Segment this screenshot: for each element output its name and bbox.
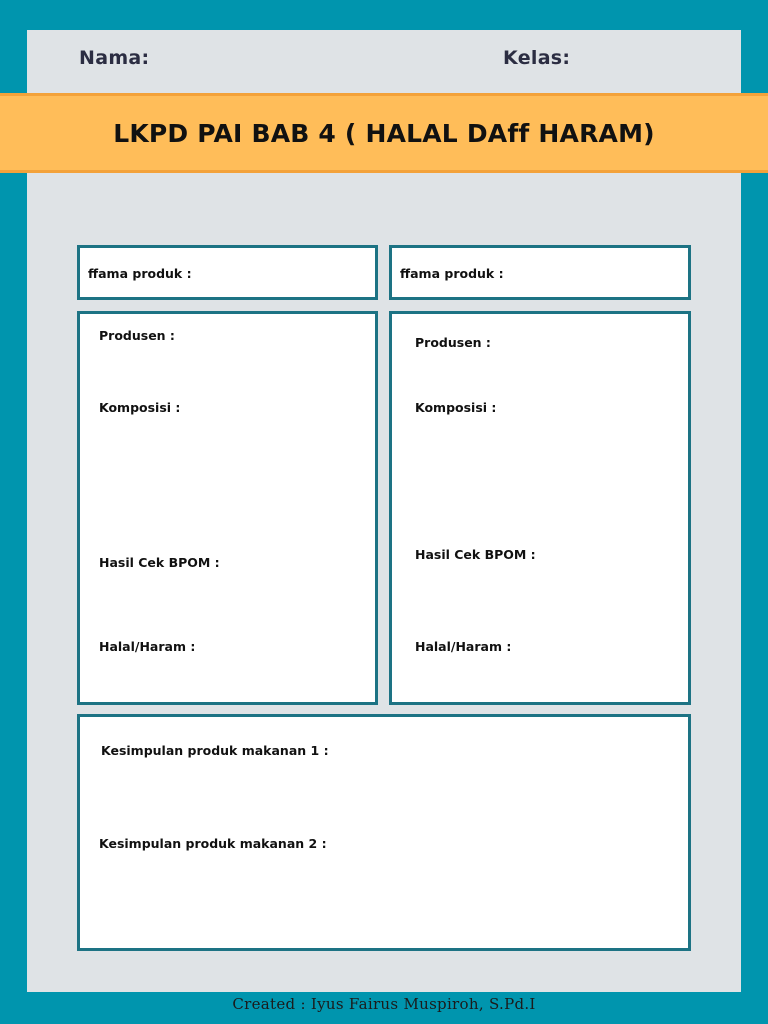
product-1-komposisi-label: Komposisi : — [99, 400, 181, 415]
product-2-name-label: ffama produk : — [400, 266, 504, 281]
product-1-produsen-label: Produsen : — [99, 328, 175, 343]
nama-label: Nama: — [79, 47, 150, 69]
credit-text: Created : Iyus Fairus Muspiroh, S.Pd.I — [232, 995, 536, 1013]
conclusion-1-label: Kesimpulan produk makanan 1 : — [101, 743, 329, 758]
product-2-produsen-label: Produsen : — [415, 335, 491, 350]
product-1-name-label: ffama produk : — [88, 266, 192, 281]
product-2-bpom-label: Hasil Cek BPOM : — [415, 547, 536, 562]
worksheet-title: LKPD PAI BAB 4 ( HALAL DAff HARAM) — [113, 118, 655, 148]
product-1-name-box[interactable] — [77, 245, 378, 300]
product-2-halal-label: Halal/Haram : — [415, 639, 512, 654]
product-1-halal-label: Halal/Haram : — [99, 639, 196, 654]
conclusion-2-label: Kesimpulan produk makanan 2 : — [99, 836, 327, 851]
conclusion-box[interactable] — [77, 714, 691, 951]
product-2-name-box[interactable] — [389, 245, 691, 300]
product-1-bpom-label: Hasil Cek BPOM : — [99, 555, 220, 570]
kelas-label: Kelas: — [503, 47, 571, 69]
product-2-details-box[interactable] — [389, 311, 691, 705]
product-1-details-box[interactable] — [77, 311, 378, 705]
title-banner — [0, 93, 768, 173]
product-2-komposisi-label: Komposisi : — [415, 400, 497, 415]
